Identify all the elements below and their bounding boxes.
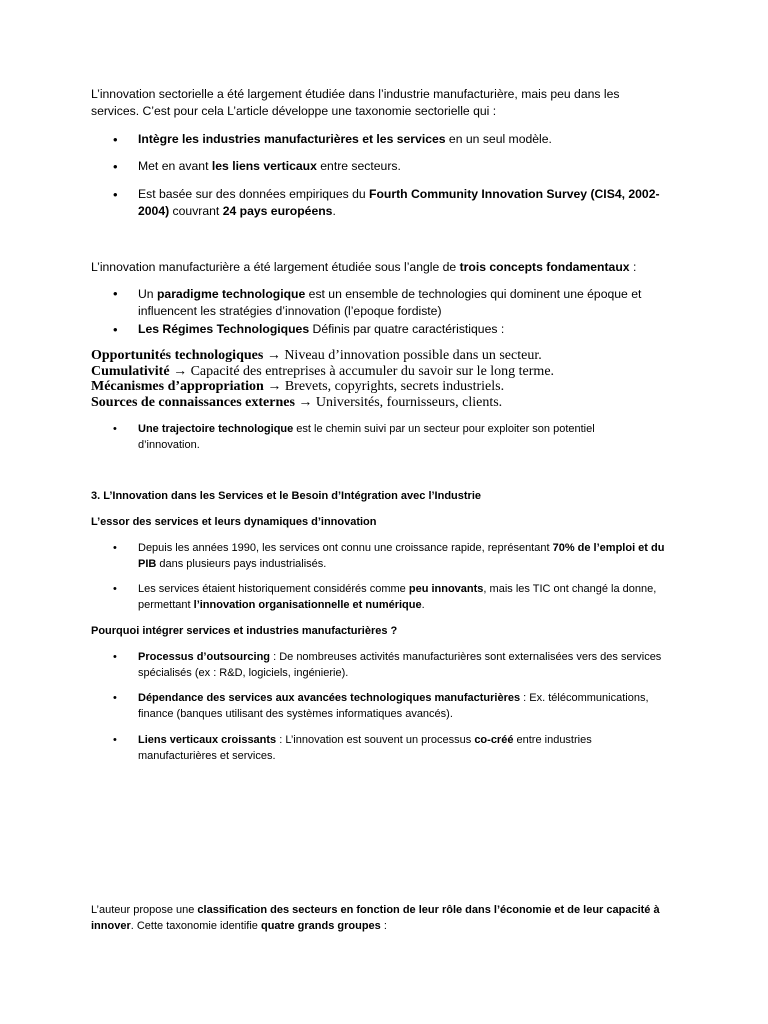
list-item: Est basée sur des données empiriques du Fourth Community Innovation Survey (CIS4, 2002-2004) couvrant 24 pays européens.: [138, 187, 660, 218]
bullet-icon: •: [113, 322, 118, 337]
list-item: Les Régimes Technologiques Définis par quatre caractéristiques :: [138, 322, 505, 336]
subsection-heading: Pourquoi intégrer services et industries manufacturières ?: [91, 625, 398, 637]
manufacturing-paragraph: L’innovation manufacturière a été largement étudiée sous l’angle de trois concepts fondamentaux :: [91, 260, 637, 274]
bullet-icon: •: [113, 692, 117, 704]
bullet-icon: •: [113, 583, 117, 595]
regime-line: Mécanismes d’appropriation → Brevets, copyrights, secrets industriels.: [91, 379, 505, 394]
list-item: Processus d’outsourcing : De nombreuses activités manufacturières sont externalisées vers des services spécialisés (ex : R&D, logiciels, ingénierie).: [138, 651, 662, 679]
subsection-heading: L’essor des services et leurs dynamiques d’innovation: [91, 516, 377, 528]
closing-paragraph: L’auteur propose une classification des secteurs en fonction de leur rôle dans l’économie et de leur capacité à innover. Cette taxonomie identifie quatre grands groupes :: [91, 904, 660, 932]
list-item: Un paradigme technologique est un ensemble de technologies qui dominent une époque et influencent les stratégies d’innovation (l’epoque fordiste): [138, 287, 642, 318]
list-item: Liens verticaux croissants : L’innovation est souvent un processus co-créé entre industries manufacturières et services.: [138, 734, 592, 762]
section-heading: 3. L’Innovation dans les Services et le Besoin d’Intégration avec l’Industrie: [91, 490, 482, 502]
bullet-icon: •: [113, 159, 118, 174]
list-item: Une trajectoire technologique est le chemin suivi par un secteur pour exploiter son potentiel d’innovation.: [138, 423, 595, 451]
bullet-icon: •: [113, 286, 118, 301]
bullet-icon: •: [113, 651, 117, 663]
list-item: Intègre les industries manufacturières et les services en un seul modèle.: [138, 132, 552, 146]
intro-paragraph: [91, 86, 691, 120]
list-item: Depuis les années 1990, les services ont connu une croissance rapide, représentant 70% de l’emploi et du PIB dans plusieurs pays industrialisés.: [138, 542, 665, 570]
bullet-icon: •: [113, 187, 118, 202]
bullet-icon: •: [113, 542, 117, 554]
bullet-icon: •: [113, 423, 117, 435]
bullet-icon: •: [113, 734, 117, 746]
intro-line-1: L’innovation sectorielle a été largement étudiée dans l’industrie manufacturière, mais peu dans les: [91, 87, 620, 101]
bullet-icon: •: [113, 132, 118, 147]
regime-line: Opportunités technologiques → Niveau d’innovation possible dans un secteur.: [91, 348, 542, 363]
list-item: Les services étaient historiquement considérés comme peu innovants, mais les TIC ont changé la donne, permettant l’innovation organisationnelle et numérique.: [138, 583, 657, 611]
regime-line: Cumulativité → Capacité des entreprises à accumuler du savoir sur le long terme.: [91, 364, 555, 379]
regime-line: Sources de connaissances externes → Universités, fournisseurs, clients.: [91, 395, 503, 410]
intro-line-2: services. C’est pour cela L’article développe une taxonomie sectorielle qui :: [91, 104, 497, 118]
list-item: Met en avant les liens verticaux entre secteurs.: [138, 159, 401, 173]
list-item: Dépendance des services aux avancées technologiques manufacturières : Ex. télécommunications, finance (banques utilisant des systèmes informatiques avancés).: [138, 692, 649, 720]
